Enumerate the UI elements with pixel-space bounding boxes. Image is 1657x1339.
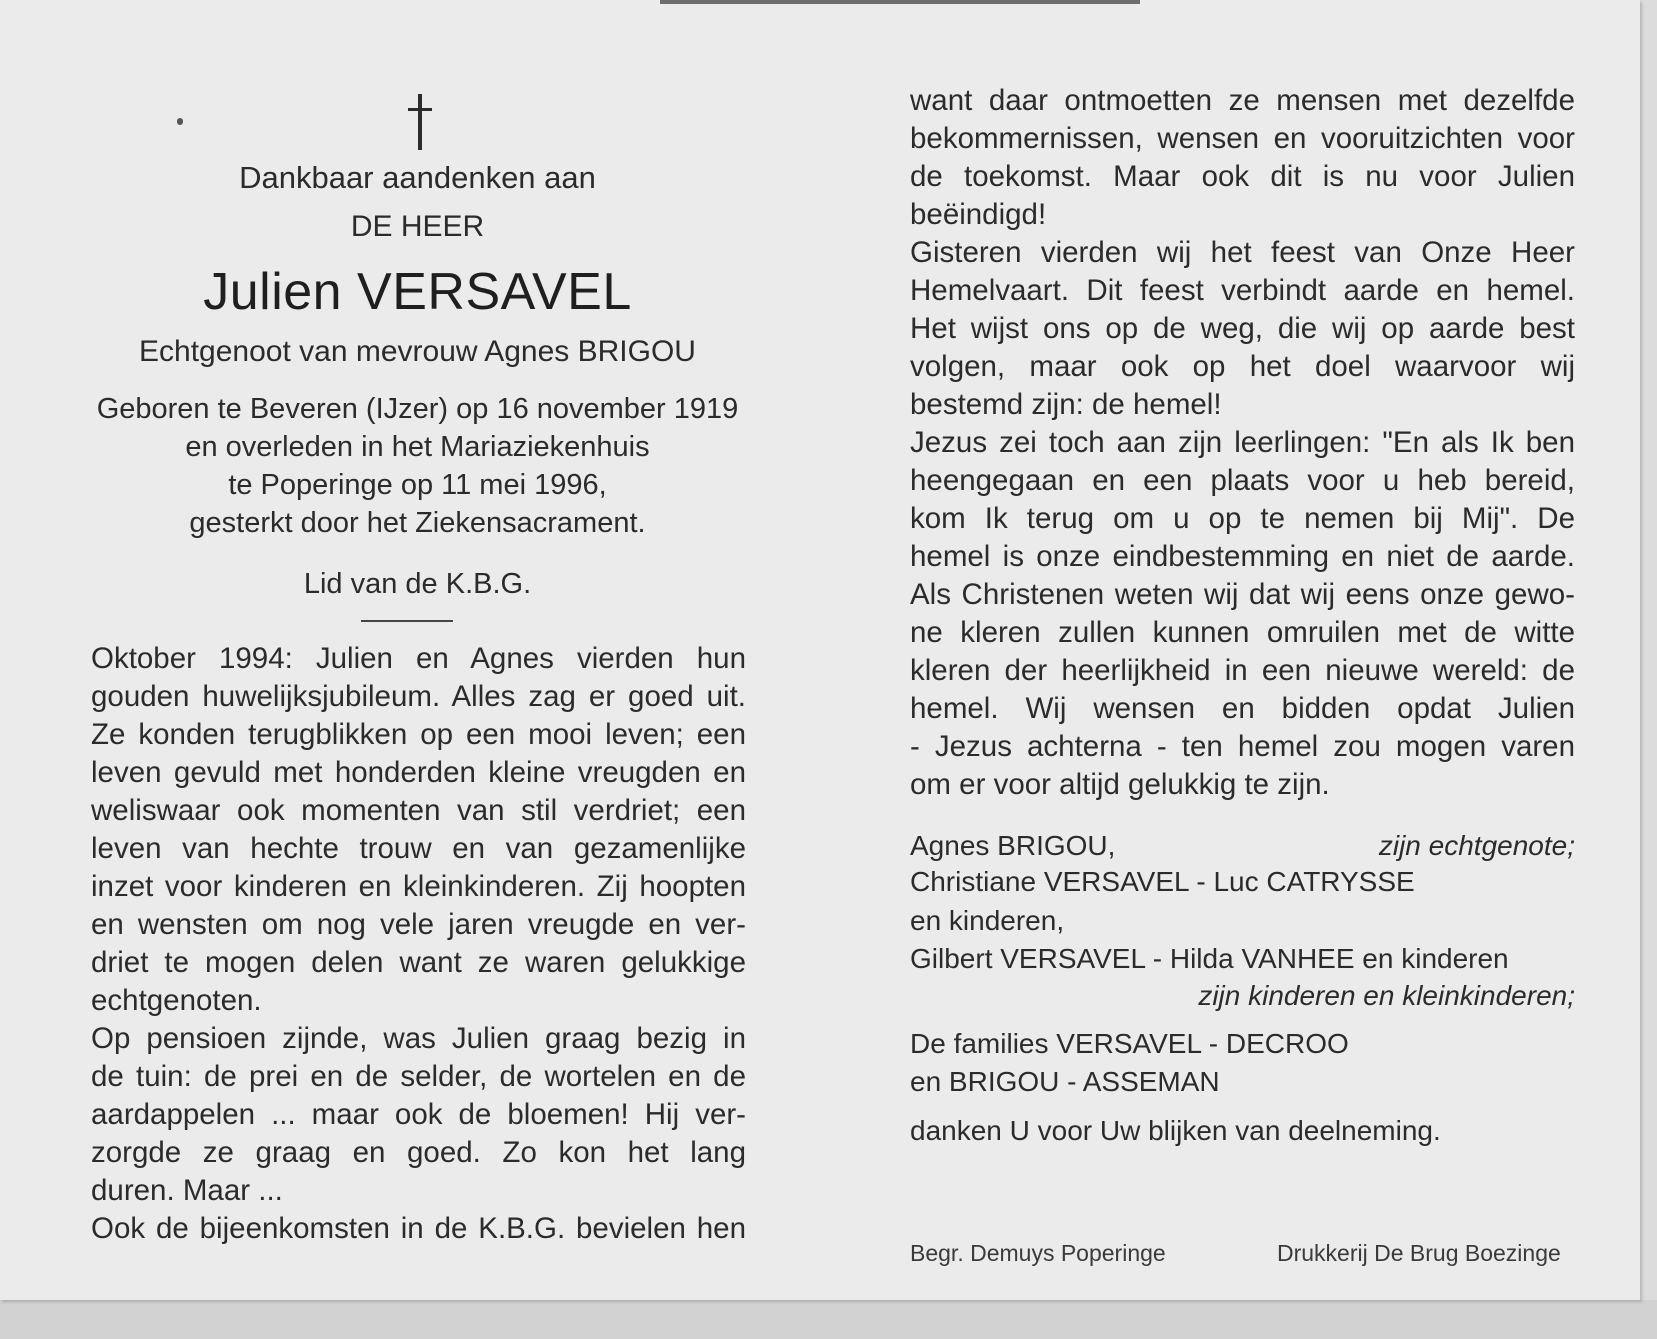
text-line: inzet voor kinderen en kleinkinderen. Zij hoopten [91, 870, 746, 903]
text-line: - Jezus achterna - ten hemel zou mogen varen [910, 730, 1575, 763]
text-line: bestemd zijn: de hemel! [910, 388, 1222, 421]
death-date-line: te Poperinge op 11 mei 1996, [228, 469, 607, 501]
deceased-name: Julien VERSAVEL [203, 263, 632, 321]
birth-line: Geboren te Beveren (IJzer) op 16 november 1919 [96, 393, 739, 425]
text-line: leven van hechte trouw en van gezamenlijke [91, 832, 746, 865]
print-speck [177, 118, 183, 125]
text-line: beëindigd! [910, 198, 1047, 231]
spouse-line: Echtgenoot van mevrouw Agnes BRIGOU [139, 335, 696, 368]
divider [361, 620, 453, 622]
text-line: om er voor altijd gelukkig te zijn. [910, 768, 1330, 801]
text-line: de toekomst. Maar ook dit is nu voor Julien [910, 160, 1575, 193]
wife-name: Agnes BRIGOU, [910, 830, 1116, 861]
top-edge-rule [660, 0, 1140, 4]
text-line: Als Christenen weten wij dat wij eens onze gewo- [910, 578, 1575, 611]
text-line: heengegaan en een plaats voor u heb bereid, [910, 464, 1575, 497]
sacrament-line: gesterkt door het Ziekensacrament. [189, 507, 646, 539]
text-line: de tuin: de prei en de selder, de wortelen en de [91, 1060, 746, 1093]
text-line: Oktober 1994: Julien en Agnes vierden hun [91, 642, 746, 675]
signature-child-1-cont: en kinderen, [910, 905, 1065, 936]
text-line: want daar ontmoetten ze mensen met dezelfde [910, 84, 1575, 117]
cross-icon [395, 92, 445, 152]
text-line: Op pensioen zijnde, was Julien graag bezig in [91, 1022, 746, 1055]
text-line: duren. Maar ... [91, 1174, 283, 1207]
text-line: en wensten om nog vele jaren vreugde en ver- [91, 908, 746, 941]
wife-role: zijn echtgenote; [1378, 830, 1575, 861]
honorific: DE HEER [350, 210, 485, 243]
signature-wife [910, 830, 1575, 862]
scan-background [0, 1300, 1657, 1339]
signature-child-2: Gilbert VERSAVEL - Hilda VANHEE en kinderen [910, 943, 1509, 974]
membership-line: Lid van de K.B.G. [303, 568, 532, 600]
text-line: Jezus zei toch aan zijn leerlingen: "En als Ik ben [910, 426, 1575, 459]
text-line: Ze konden terugblikken op een mooi leven; een [91, 718, 746, 751]
children-role: zijn kinderen en kleinkinderen; [1198, 980, 1575, 1011]
printer: Drukkerij De Brug Boezinge [1277, 1240, 1561, 1266]
signature-child-1: Christiane VERSAVEL - Luc CATRYSSE [910, 866, 1415, 897]
thanks-line: danken U voor Uw blijken van deelneming. [910, 1115, 1441, 1146]
families-line-2: en BRIGOU - ASSEMAN [910, 1066, 1220, 1097]
death-place-line: en overleden in het Mariaziekenhuis [185, 431, 650, 463]
intro-text: Dankbaar aandenken aan [239, 160, 596, 195]
text-line: weliswaar ook momenten van stil verdriet; een [91, 794, 746, 827]
text-line: hemel. Wij wensen en bidden opdat Julien [910, 692, 1575, 725]
text-line: Het wijst ons op de weg, die wij op aarde best [910, 312, 1575, 345]
left-text-column [91, 640, 746, 1248]
families-line-1: De families VERSAVEL - DECROO [910, 1028, 1349, 1059]
text-line: driet te mogen delen want ze waren gelukkige [91, 946, 746, 979]
text-line: kom Ik terug om u op te nemen bij Mij". De [910, 502, 1575, 535]
birth-death-info [90, 390, 745, 542]
text-line: ne kleren zullen kunnen omruilen met de witte [910, 616, 1575, 649]
funeral-director: Begr. Demuys Poperinge [910, 1240, 1166, 1266]
text-line: kleren der heerlijkheid in een nieuwe wereld: de [910, 654, 1575, 687]
text-line: zorgde ze graag en goed. Zo kon het lang [91, 1136, 746, 1169]
text-line: echtgenoten. [91, 984, 262, 1017]
text-line: Gisteren vierden wij het feest van Onze Heer [910, 236, 1575, 269]
text-line: hemel is onze eindbestemming en niet de aarde. [910, 540, 1575, 573]
text-line: Ook de bijeenkomsten in de K.B.G. bevielen hen [91, 1212, 746, 1245]
text-line: leven gevuld met honderden kleine vreugden en [91, 756, 746, 789]
right-text-column [910, 82, 1575, 804]
text-line: aardappelen ... maar ook de bloemen! Hij ver- [91, 1098, 746, 1131]
text-line: volgen, maar ook op het doel waarvoor wij [910, 350, 1575, 383]
text-line: bekommernissen, wensen en vooruitzichten voor [910, 122, 1575, 155]
text-line: gouden huwelijksjubileum. Alles zag er goed uit. [91, 680, 746, 713]
text-line: Hemelvaart. Dit feest verbindt aarde en hemel. [910, 274, 1575, 307]
